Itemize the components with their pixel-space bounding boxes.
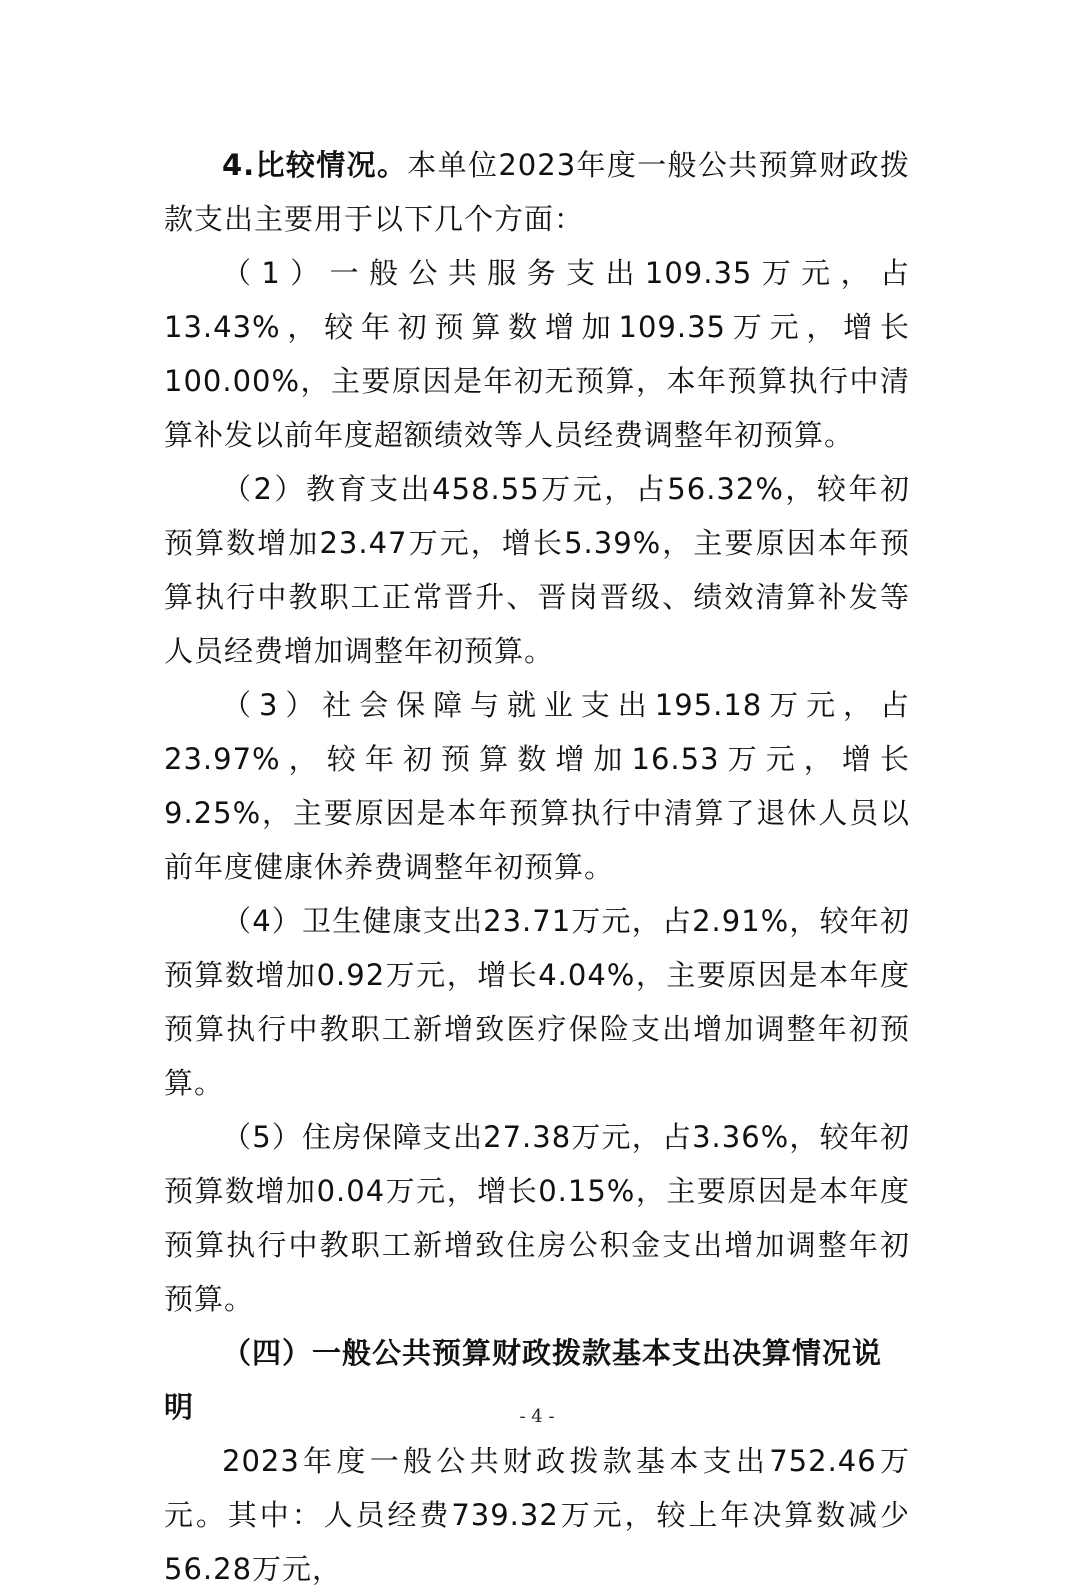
document-body <box>164 138 910 1596</box>
item-2-paragraph: （2）教育支出458.55万元，占56.32%，较年初预算数增加23.47万元，增长5.39%，主要原因本年预算执行中教职工正常晋升、晋岗晋级、绩效清算补发等人员经费增加调整年初预算。 <box>164 472 910 668</box>
section-4-paragraph <box>164 138 910 246</box>
section-heading-4: （四）一般公共预算财政拨款基本支出决算情况说明 <box>164 1336 883 1424</box>
item-3-paragraph: （3）社会保障与就业支出195.18万元，占23.97%，较年初预算数增加16.53万元，增长9.25%，主要原因是本年预算执行中清算了退休人员以前年度健康休养费调整年初预算。 <box>164 688 910 884</box>
section-4-text: 本单位2023年度一般公共预算财政拨款支出主要用于以下几个方面： <box>164 148 910 236</box>
page-number: - 4 - <box>519 1406 555 1427</box>
item-4-paragraph: （4）卫生健康支出23.71万元，占2.91%，较年初预算数增加0.92万元，增长4.04%，主要原因是本年度预算执行中教职工新增致医疗保险支出增加调整年初预算。 <box>164 904 910 1100</box>
item-1-paragraph: （1）一般公共服务支出109.35万元，占13.43%，较年初预算数增加109.35万元，增长100.00%，主要原因是年初无预算，本年预算执行中清算补发以前年度超额绩效等人员经费调整年初预算。 <box>164 256 910 452</box>
basic-expense-paragraph: 2023年度一般公共财政拨款基本支出752.46万元。其中：人员经费739.32万元，较上年决算数减少56.28万元， <box>164 1444 910 1586</box>
item-5-paragraph: （5）住房保障支出27.38万元，占3.36%，较年初预算数增加0.04万元，增长0.15%，主要原因是本年度预算执行中教职工新增致住房公积金支出增加调整年初预算。 <box>164 1120 910 1316</box>
section-4-lead: 4.比较情况。 <box>222 148 408 182</box>
